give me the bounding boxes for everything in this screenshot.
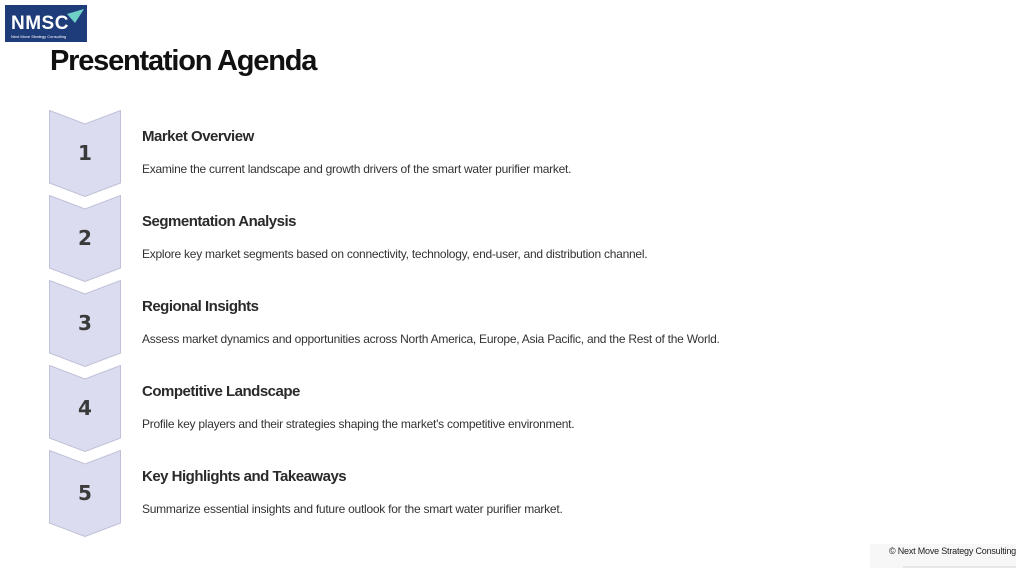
agenda-item-heading: Competitive Landscape — [142, 383, 300, 400]
agenda-item-description: Examine the current landscape and growth drivers of the smart water purifier market. — [142, 162, 572, 176]
agenda-item-description: Summarize essential insights and future outlook for the smart water purifier market. — [142, 502, 563, 516]
agenda-item-heading: Market Overview — [142, 128, 254, 145]
step-number: 4 — [78, 396, 92, 420]
footer-divider — [903, 566, 1016, 568]
agenda-item-heading: Regional Insights — [142, 298, 259, 315]
company-logo — [5, 5, 87, 42]
agenda-item-1 — [0, 110, 1024, 197]
step-number: 5 — [78, 481, 92, 505]
agenda-item-heading: Segmentation Analysis — [142, 213, 296, 230]
logo-tagline: Next Move Strategy Consulting — [11, 34, 67, 39]
nmsc-logo-graphic — [5, 5, 87, 42]
agenda-item-3 — [0, 280, 1024, 367]
agenda-item-heading: Key Highlights and Takeaways — [142, 468, 347, 485]
agenda-item-5 — [0, 450, 1024, 537]
step-number: 3 — [78, 311, 92, 335]
step-number: 1 — [78, 141, 92, 165]
page-title: Presentation Agenda — [50, 45, 317, 77]
logo-arrow-icon — [67, 9, 84, 23]
logo-text: NMSC — [11, 13, 69, 34]
agenda-item-description: Assess market dynamics and opportunities across North America, Europe, Asia Pacific, and the Rest of the World. — [142, 332, 720, 346]
step-number: 2 — [78, 226, 92, 250]
agenda-item-description: Explore key market segments based on connectivity, technology, end-user, and distribution channel. — [142, 247, 648, 261]
agenda-item-4 — [0, 365, 1024, 452]
agenda-item-2 — [0, 195, 1024, 282]
agenda-item-description: Profile key players and their strategies shaping the market's competitive environment. — [142, 417, 575, 431]
copyright-notice: © Next Move Strategy Consulting — [889, 546, 1016, 556]
